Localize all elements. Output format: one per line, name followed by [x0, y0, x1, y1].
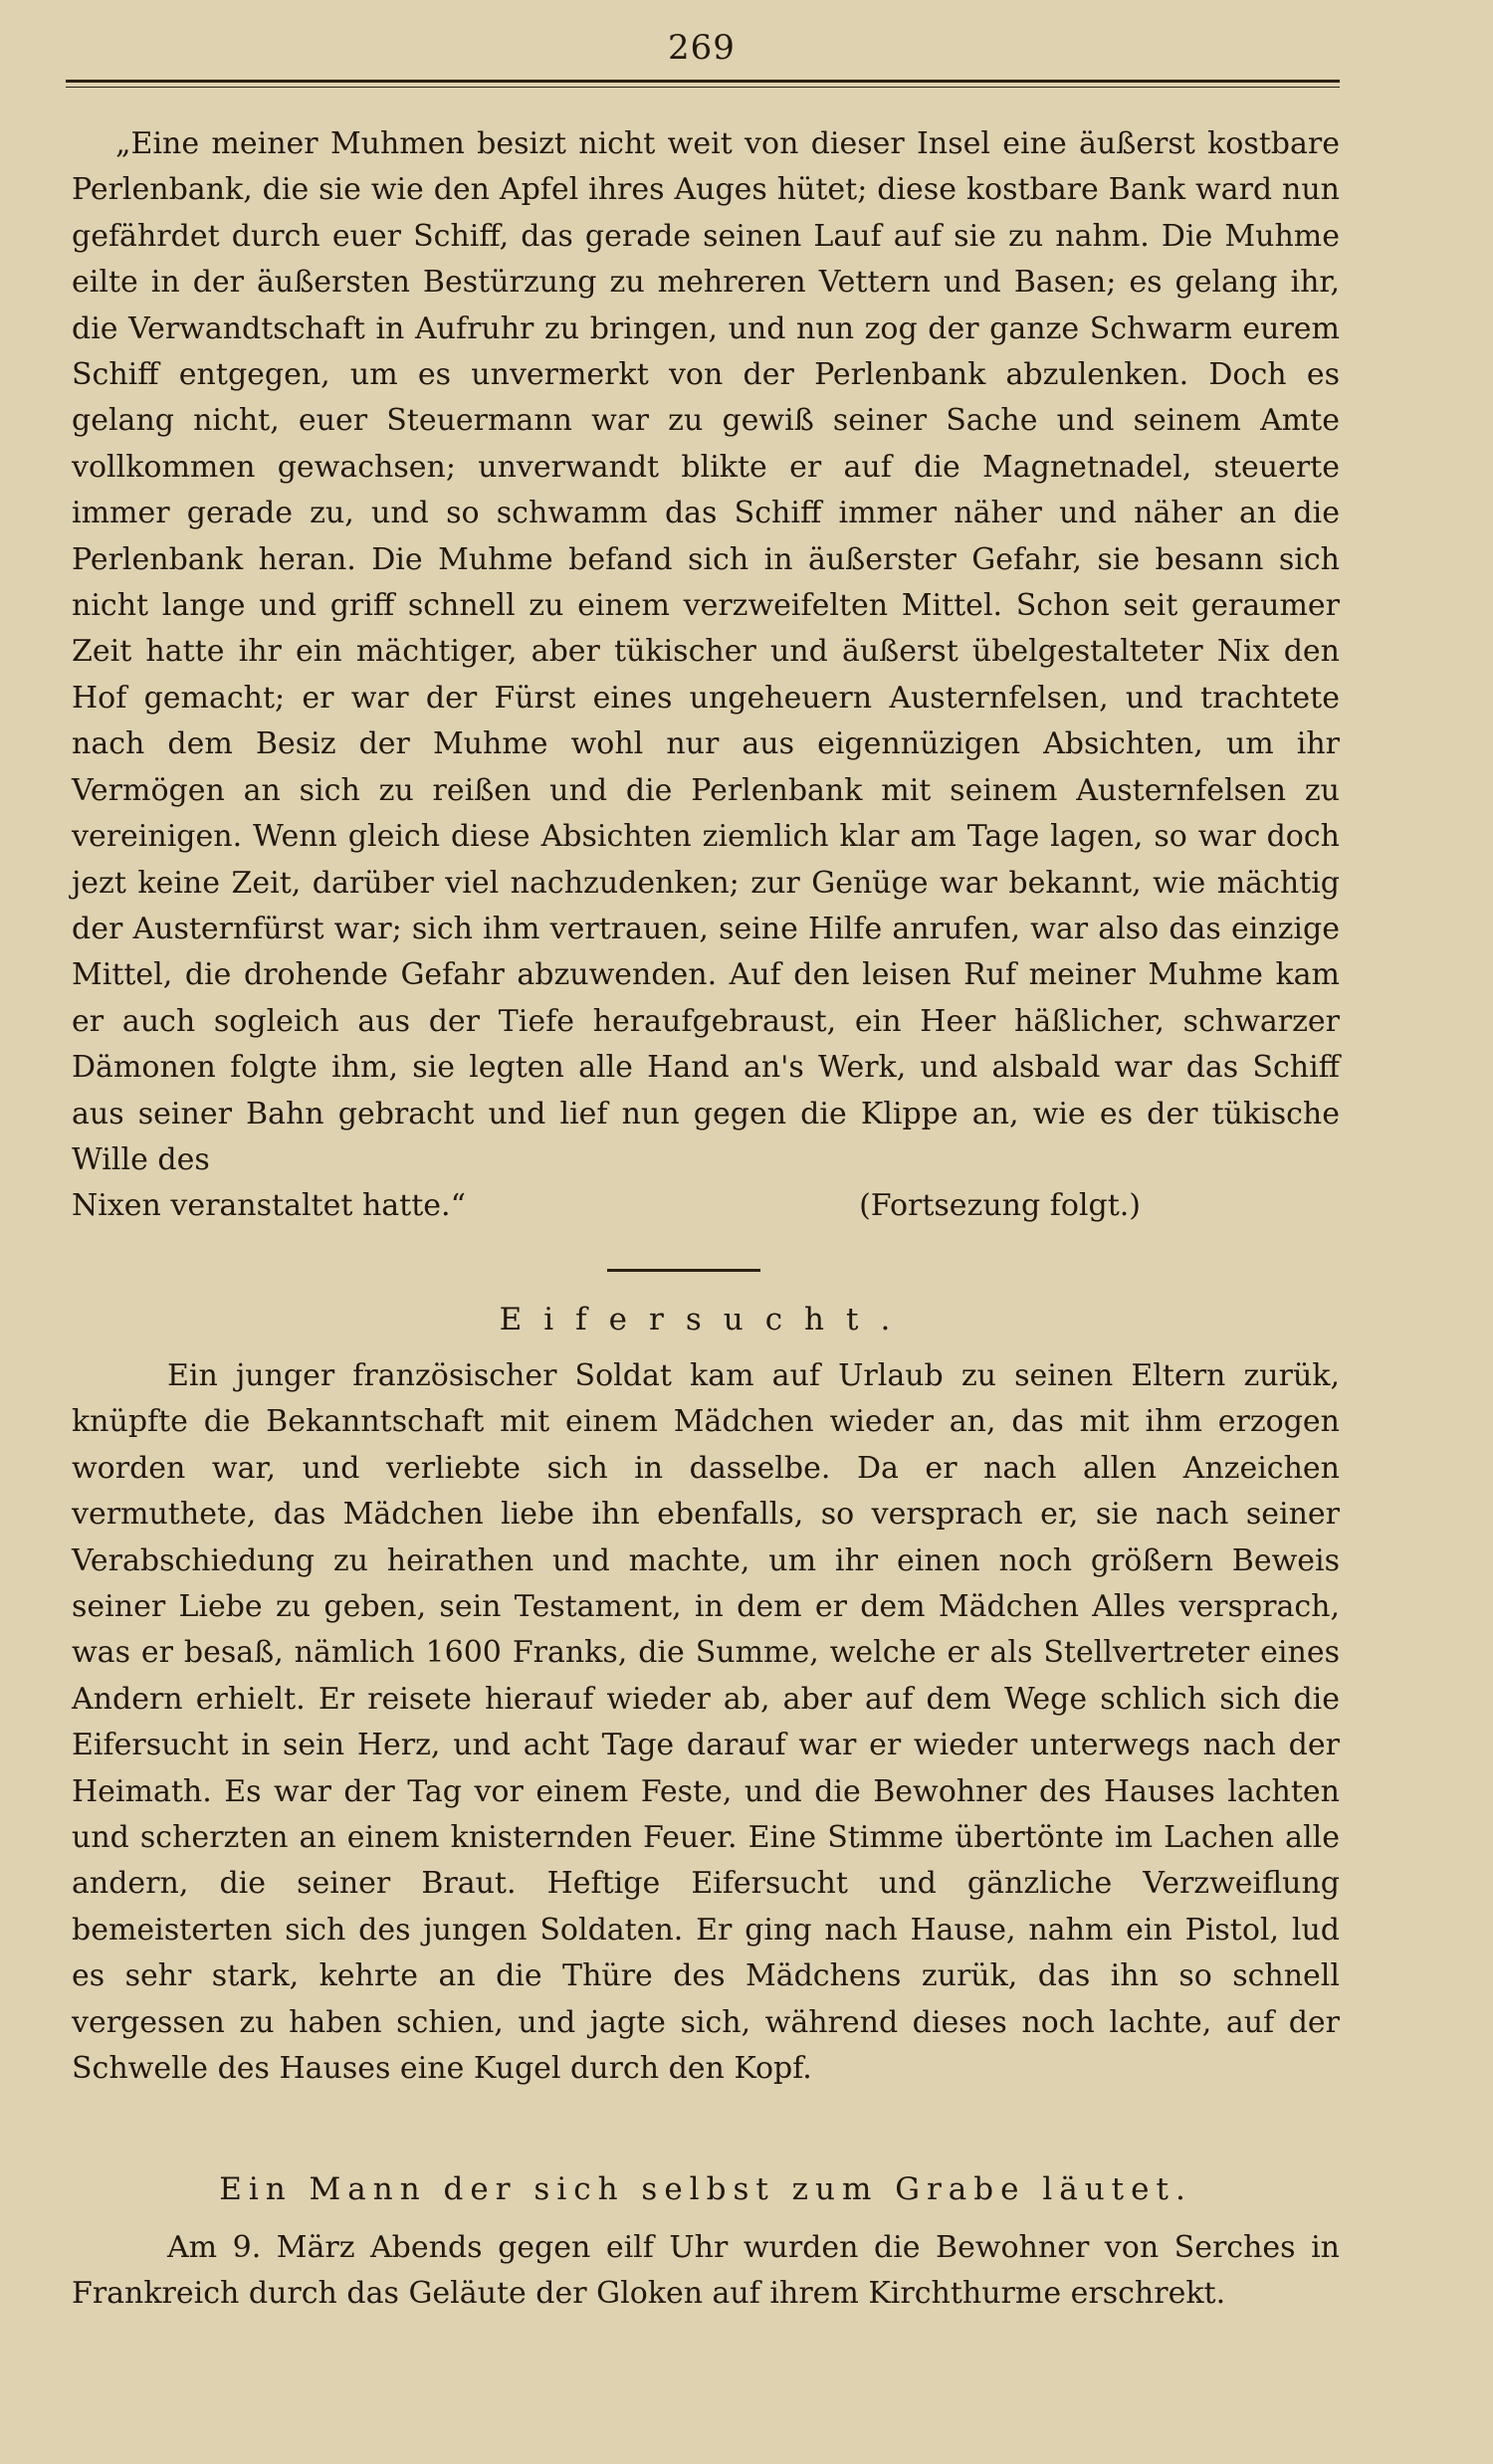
article-paragraph: Ein junger französischer Soldat kam auf Urlaub zu seinen Eltern zurük, knüpfte die Bekanntschaft mit einem Mädchen wieder an, das mit ihm erzogen worden war, und verliebte sich in dasselbe. Da er nach allen Anzeichen vermuthete, das Mädchen liebe ihn ebenfalls, so versprach er, sie nach seiner Verabschiedung zu heirathen und machte, um ihr einen noch größern Beweis seiner Liebe zu geben, sein Testament, in dem er dem Mädchen Alles versprach, was er besaß, nämlich 1600 Franks, die Summe, welche er als Stellvertreter eines Andern erhielt. Er reisete hierauf wieder ab, aber auf dem Wege schlich sich die Eifersucht in sein Herz, und acht Tage darauf war er wieder unterwegs nach der Heimath. Es war der Tag vor einem Feste, und die Bewohner des Hauses lachten und scherzten an einem knisternden Feuer. Eine Stimme übertönte im Lachen alle andern, die seiner Braut. Heftige Eifersucht und gänzliche Verzweiflung bemeisterten sich des jungen Soldaten. Er ging nach Hause, nahm ein Pistol, lud es sehr stark, kehrte an die Thüre des Mädchens zurük, das ihn so schnell vergessen zu haben schien, und jagte sich, während dieses noch lachte, auf der Schwelle des Hauses eine Kugel durch den Kopf.: [72, 1358, 1340, 2087]
article-title-eifersucht: Eifersucht.: [499, 1302, 913, 1337]
story-continuation: [72, 121, 1340, 1230]
continuation-note: (Fortsezung folgt.): [859, 1188, 1141, 1224]
article-paragraph: Am 9. März Abends gegen eilf Uhr wurden die Bewohner von Serches in Frankreich durch das Geläute der Gloken auf ihrem Kirchthurme erschrekt.: [72, 2230, 1340, 2312]
section-divider: [607, 1269, 760, 1272]
page-number: 269: [668, 28, 736, 68]
header-rule: [66, 80, 1340, 83]
story-last-line: Nixen veranstaltet hatte.“: [72, 1188, 466, 1224]
article-mann: [72, 2225, 1340, 2318]
article-eifersucht: [72, 1353, 1340, 2093]
story-final-line: [72, 1183, 1340, 1229]
article-title-mann: Ein Mann der sich selbst zum Grabe läutet.: [219, 2171, 1192, 2207]
story-paragraph: „Eine meiner Muhmen besizt nicht weit von dieser Insel eine äußerst kostbare Perlenbank, die sie wie den Apfel ihres Auges hütet; diese kostbare Bank ward nun gefährdet durch euer Schiff, das gerade seinen Lauf auf sie zu nahm. Die Muhme eilte in der äußersten Bestürzung zu mehreren Vettern und Basen; es gelang ihr, die Verwandtschaft in Aufruhr zu bringen, und nun zog der ganze Schwarm eurem Schiff entgegen, um es unvermerkt von der Perlenbank abzulenken. Doch es gelang nicht, euer Steuermann war zu gewiß seiner Sache und seinem Amte vollkommen gewachsen; unverwandt blikte er auf die Magnetnadel, steuerte immer gerade zu, und so schwamm das Schiff immer näher und näher an die Perlenbank heran. Die Muhme befand sich in äußerster Gefahr, sie besann sich nicht lange und griff schnell zu einem verzweifelten Mittel. Schon seit geraumer Zeit hatte ihr ein mächtiger, aber tükischer und äußerst übelgestalteter Nix den Hof gemacht; er war der Fürst eines ungeheuern Austernfelsen, und trachtete nach dem Besiz der Muhme wohl nur aus eigennüzigen Absichten, um ihr Vermögen an sich zu reißen und die Perlenbank mit seinem Austernfelsen zu vereinigen. Wenn gleich diese Absichten ziemlich klar am Tage lagen, so war doch jezt keine Zeit, darüber viel nachzudenken; zur Genüge war bekannt, wie mächtig der Austernfürst war; sich ihm vertrauen, seine Hilfe anrufen, war also das einzige Mittel, die drohende Gefahr abzuwenden. Auf den leisen Ruf meiner Muhme kam er auch sogleich aus der Tiefe heraufgebraust, ein Heer häßlicher, schwarzer Dämonen folgte ihm, sie legten alle Hand an's Werk, und alsbald war das Schiff aus seiner Bahn gebracht und lief nun gegen die Klippe an, wie es der tükische Wille des: [72, 126, 1340, 1177]
